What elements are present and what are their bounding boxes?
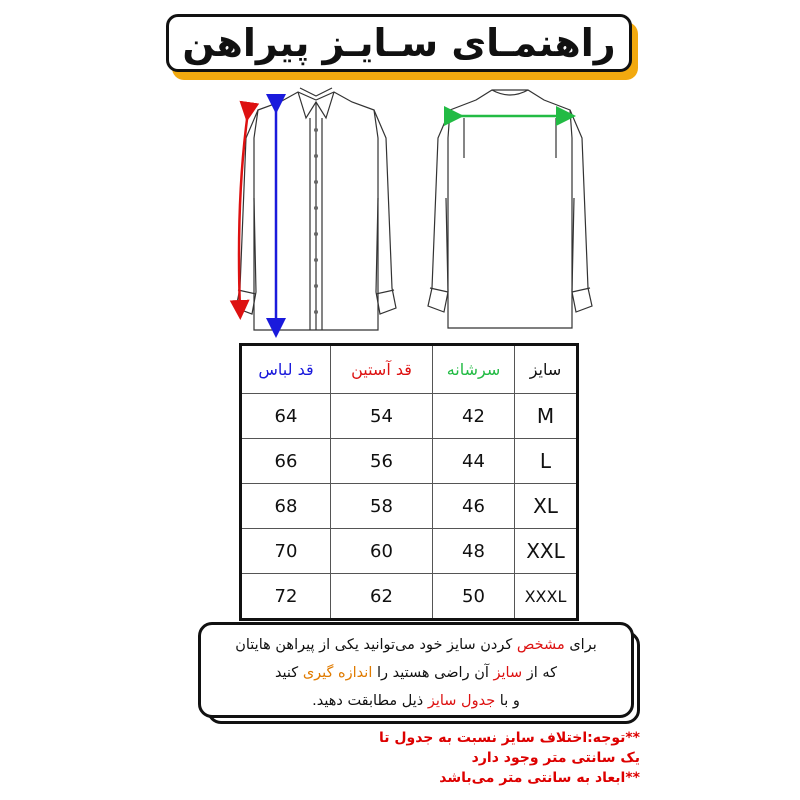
- shirt-front-illustration: [228, 78, 404, 340]
- length-value: 64: [241, 394, 331, 439]
- shoulder-value: 44: [433, 439, 515, 484]
- sleeve-value: 58: [331, 484, 433, 529]
- header-shoulder: سرشانه: [433, 345, 515, 394]
- size-value: XL: [515, 484, 578, 529]
- header-size: سایز: [515, 345, 578, 394]
- length-value: 68: [241, 484, 331, 529]
- shoulder-value: 42: [433, 394, 515, 439]
- length-value: 70: [241, 529, 331, 574]
- length-value: 72: [241, 574, 331, 620]
- warning-tolerance: **توجه:اختلاف سایز نسبت به جدول تا یک سانتی متر وجود دارد: [378, 730, 640, 766]
- header-sleeve: قد آستین: [331, 345, 433, 394]
- table-row: [241, 574, 578, 620]
- size-value: L: [515, 439, 578, 484]
- shoulder-value: 50: [433, 574, 515, 620]
- note-line-1: برای مشخص کردن سایز خود می‌توانید یکی از پیراهن هایتان: [235, 637, 597, 653]
- size-table: [239, 343, 579, 621]
- title-banner: [166, 14, 639, 80]
- table-row: [241, 529, 578, 574]
- header-length: قد لباس: [241, 345, 331, 394]
- shirt-back-illustration: [420, 78, 600, 340]
- page-title: راهنمـای سـایـز پیراهن: [182, 21, 616, 65]
- note-line-2: که از سایز آن راضی هستید را اندازه گیری کنید: [274, 665, 558, 681]
- sleeve-value: 62: [331, 574, 433, 620]
- size-value: M: [515, 394, 578, 439]
- sleeve-value: 54: [331, 394, 433, 439]
- note-line-3: و با جدول سایز ذیل مطابقت دهید.: [312, 693, 520, 709]
- table-row: [241, 394, 578, 439]
- banner-face: [166, 14, 632, 72]
- shoulder-value: 48: [433, 529, 515, 574]
- warning-units: **ابعاد به سانتی متر می‌باشد: [439, 770, 640, 786]
- table-row: [241, 439, 578, 484]
- instruction-note: [198, 622, 634, 718]
- sleeve-value: 60: [331, 529, 433, 574]
- size-value: XXL: [515, 529, 578, 574]
- table-header-row: [241, 345, 578, 394]
- sleeve-value: 56: [331, 439, 433, 484]
- shoulder-value: 46: [433, 484, 515, 529]
- size-value: XXXL: [515, 574, 578, 620]
- length-value: 66: [241, 439, 331, 484]
- table-row: [241, 484, 578, 529]
- warning-notes: [360, 728, 640, 788]
